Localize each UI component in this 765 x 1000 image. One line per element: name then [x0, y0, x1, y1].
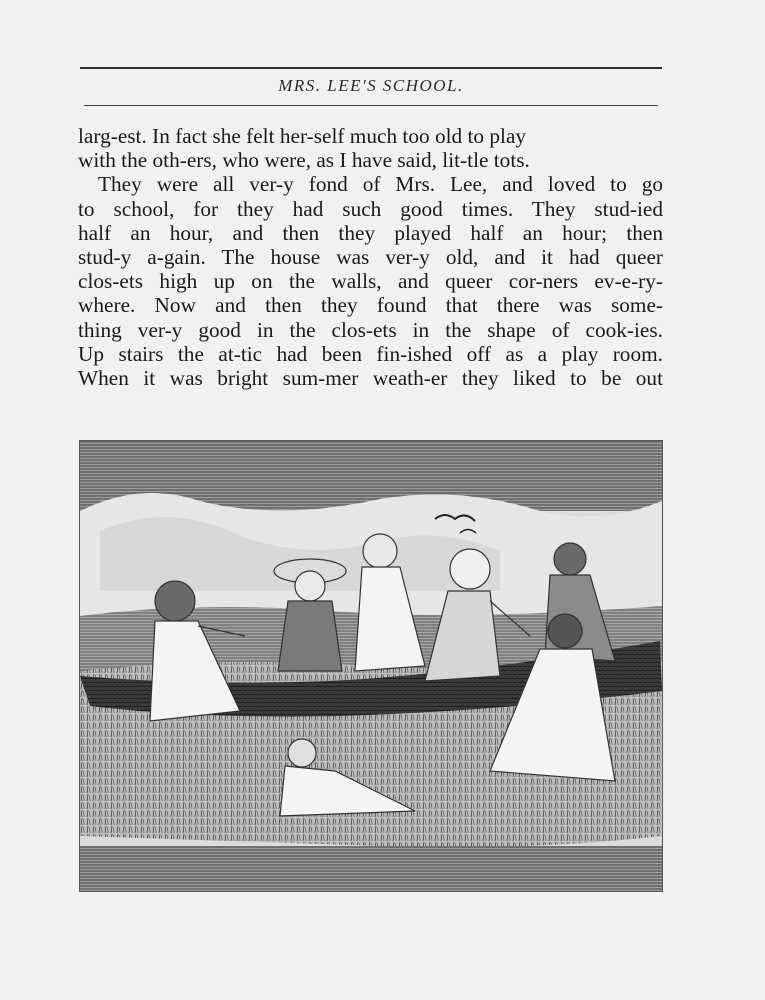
text-line: larg-est. In fact she felt her-self much too old to play: [78, 124, 527, 148]
header-rule-bottom: [84, 105, 658, 106]
body-text: [78, 124, 663, 390]
text-line: with the oth-ers, who were, as I have said, lit-tle tots.: [78, 148, 530, 173]
text-line: Up stairs the at-tic had been fin-ished off as a play room.: [78, 341, 663, 366]
text-line: When it was bright sum-mer weath-er they liked to be out: [78, 366, 663, 391]
text-line: to school, for they had such good times. They stud-ied: [78, 196, 663, 221]
text-line: stud-y a-gain. The house was ver-y old, and it had queer: [78, 245, 663, 270]
engraving-children-dancing-icon: [80, 441, 662, 891]
text-line: They were all ver-y fond of Mrs. Lee, and loved to go: [98, 172, 663, 197]
running-title: MRS. LEE'S SCHOOL.: [278, 76, 464, 95]
engraving-illustration: [79, 440, 663, 892]
text-line: thing ver-y good in the clos-ets in the shape of cook-ies.: [78, 317, 663, 342]
text-line: half an hour, and then they played half an hour; then: [78, 220, 663, 245]
header-rule-top: [80, 67, 662, 69]
text-line: where. Now and then they found that there was some-: [78, 293, 663, 318]
text-line: clos-ets high up on the walls, and queer cor-ners ev-e-ry-: [78, 269, 663, 294]
